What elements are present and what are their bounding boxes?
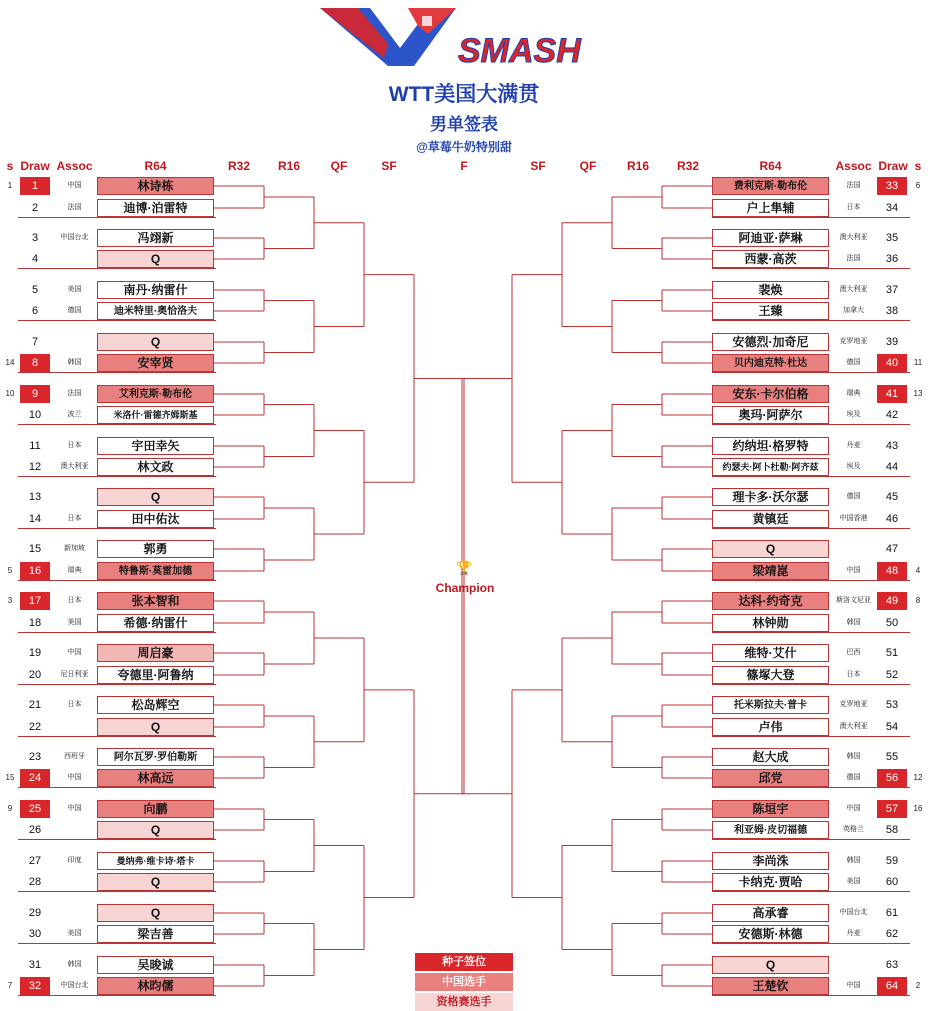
draw-number: 30	[28, 928, 42, 940]
player-name: 艾利克斯·勒布伦	[97, 385, 214, 403]
association: 德国	[846, 493, 861, 500]
row-divider	[18, 943, 216, 944]
association: 韩国	[846, 753, 861, 760]
draw-number: 12	[28, 461, 42, 473]
col-header-assoc-right: Assoc	[835, 159, 872, 173]
player-name: 裴焕	[712, 281, 829, 299]
row-divider	[18, 995, 216, 996]
association: 中国	[846, 805, 861, 812]
row-divider	[18, 372, 216, 373]
draw-number: 64	[877, 977, 907, 995]
draw-number: 3	[31, 232, 39, 244]
seed-number: 3	[7, 596, 13, 605]
draw-number: 54	[885, 721, 899, 733]
row-divider	[18, 632, 216, 633]
player-name: Q	[712, 956, 829, 974]
draw-number: 43	[885, 440, 899, 452]
row-divider	[712, 995, 910, 996]
player-name: 阿迪亚·萨琳	[712, 229, 829, 247]
association: 英格兰	[843, 826, 864, 833]
draw-number: 8	[20, 354, 50, 372]
association: 丹麦	[846, 930, 861, 937]
draw-number: 58	[885, 824, 899, 836]
col-header-r16-left: R16	[277, 159, 300, 173]
player-name: 林诗栋	[97, 177, 214, 195]
player-name: 理卡多·沃尔瑟	[712, 488, 829, 506]
association: 法国	[846, 255, 861, 262]
svg-text:SMASH: SMASH	[458, 32, 581, 70]
association	[831, 540, 876, 558]
player-name: 赵大成	[712, 748, 829, 766]
association: 埃及	[846, 463, 861, 470]
draw-number: 11	[29, 440, 41, 452]
player-name: 王臻	[712, 302, 829, 320]
player-name: 西蒙·高茨	[712, 250, 829, 268]
seed-number: 4	[915, 566, 921, 575]
association: 中国	[67, 774, 82, 781]
col-header-final: F	[460, 159, 468, 173]
draw-number: 49	[877, 592, 907, 610]
player-name: 安东·卡尔伯格	[712, 385, 829, 403]
col-header-draw-left: Draw	[20, 159, 50, 173]
player-name: Q	[97, 873, 214, 891]
draw-number: 27	[28, 855, 42, 867]
player-name: 迪博·泊雷特	[97, 199, 214, 217]
association: 中国	[67, 182, 82, 189]
draw-number: 55	[885, 751, 899, 763]
association: 法国	[846, 182, 861, 189]
draw-number: 13	[28, 491, 42, 503]
player-name: 米洛什·雷德齐姆斯基	[97, 406, 214, 424]
draw-number: 6	[31, 305, 39, 317]
draw-number: 20	[28, 669, 42, 681]
draw-number: 1	[20, 177, 50, 195]
player-name: 陈垣宇	[712, 800, 829, 818]
draw-number: 37	[885, 284, 899, 296]
seed-number: 2	[915, 981, 921, 990]
player-name: 王楚钦	[712, 977, 829, 995]
association: 美国	[67, 930, 82, 937]
draw-number: 44	[885, 461, 899, 473]
association: 加拿大	[843, 307, 864, 314]
seed-number: 16	[913, 804, 923, 813]
draw-number: 38	[885, 305, 899, 317]
association: 日本	[846, 671, 861, 678]
draw-number: 29	[28, 907, 42, 919]
association: 韩国	[846, 619, 861, 626]
row-divider	[18, 476, 216, 477]
seed-number: 1	[7, 181, 13, 190]
col-header-seed-right: s	[914, 159, 922, 173]
draw-number: 16	[20, 562, 50, 580]
association	[52, 333, 97, 351]
player-name: 安宰贤	[97, 354, 214, 372]
player-name: 约纳坦·格罗特	[712, 437, 829, 455]
association: 中国	[67, 805, 82, 812]
association: 日本	[67, 701, 82, 708]
col-header-sf-left: SF	[381, 159, 397, 173]
draw-number: 31	[28, 959, 42, 971]
player-name: 松岛辉空	[97, 696, 214, 714]
player-name: 达科·约奇克	[712, 592, 829, 610]
draw-number: 62	[885, 928, 899, 940]
row-divider	[18, 268, 216, 269]
draw-number: 47	[885, 543, 899, 555]
col-header-r64-left: R64	[144, 159, 167, 173]
association: 尼日利亚	[60, 671, 89, 678]
association: 韩国	[67, 359, 82, 366]
player-name: 周启豪	[97, 644, 214, 662]
seed-number: 12	[913, 773, 923, 782]
trophy-icon: 🏆	[456, 560, 473, 575]
player-name: 贝内迪克特·杜达	[712, 354, 829, 372]
association: 韩国	[67, 961, 82, 968]
player-name: 向鹏	[97, 800, 214, 818]
player-name: Q	[97, 488, 214, 506]
col-header-r32-right: R32	[676, 159, 699, 173]
seed-number: 5	[7, 566, 13, 575]
draw-number: 26	[28, 824, 42, 836]
association: 法国	[67, 204, 82, 211]
row-divider	[18, 684, 216, 685]
row-divider	[712, 632, 910, 633]
seed-number: 7	[7, 981, 13, 990]
champion-label: Champion	[435, 581, 495, 595]
draw-number: 25	[20, 800, 50, 818]
association: 日本	[67, 515, 82, 522]
col-header-sf-right: SF	[530, 159, 546, 173]
association: 巴西	[846, 649, 861, 656]
draw-number: 63	[885, 959, 899, 971]
col-header-r64-right: R64	[759, 159, 782, 173]
draw-number: 15	[28, 543, 42, 555]
player-name: 林高远	[97, 769, 214, 787]
draw-number: 56	[877, 769, 907, 787]
page-subtitle: 男单签表	[430, 115, 498, 134]
association: 波兰	[67, 411, 82, 418]
association	[831, 956, 876, 974]
author-credit: @草莓牛奶特别甜	[416, 140, 512, 154]
legend-china: 中国选手	[415, 973, 513, 991]
player-name: 曼纳弗·维卡诗·塔卡	[97, 852, 214, 870]
player-name: 安德斯·林德	[712, 925, 829, 943]
row-divider	[712, 580, 910, 581]
draw-number: 48	[877, 562, 907, 580]
association: 斯洛文尼亚	[836, 597, 871, 604]
draw-number: 36	[885, 253, 899, 265]
col-header-assoc-left: Assoc	[56, 159, 93, 173]
draw-number: 42	[885, 409, 899, 421]
player-name: 梁靖崑	[712, 562, 829, 580]
player-name: 田中佑汰	[97, 510, 214, 528]
row-divider	[712, 320, 910, 321]
seed-number: 8	[915, 596, 921, 605]
draw-number: 7	[31, 336, 39, 348]
player-name: 户上隼辅	[712, 199, 829, 217]
seed-number: 6	[915, 181, 921, 190]
player-name: 奥玛·阿萨尔	[712, 406, 829, 424]
row-divider	[18, 424, 216, 425]
association: 美国	[67, 286, 82, 293]
association: 新加坡	[64, 545, 85, 552]
association: 瑞典	[67, 567, 82, 574]
col-header-qf-right: QF	[579, 159, 597, 173]
seed-number: 9	[7, 804, 13, 813]
association: 丹麦	[846, 442, 861, 449]
draw-number: 28	[28, 876, 42, 888]
association: 中国	[67, 649, 82, 656]
association: 克罗地亚	[839, 701, 868, 708]
row-divider	[712, 476, 910, 477]
col-header-seed-left: s	[6, 159, 14, 173]
draw-number: 2	[31, 202, 39, 214]
player-name: 郭勇	[97, 540, 214, 558]
player-name: 费利克斯·勒布伦	[712, 177, 829, 195]
player-name: 南丹·纳雷什	[97, 281, 214, 299]
association: 瑞典	[846, 390, 861, 397]
association: 克罗地亚	[839, 338, 868, 345]
row-divider	[712, 528, 910, 529]
seed-number: 13	[913, 389, 923, 398]
player-name: 吴晙诚	[97, 956, 214, 974]
draw-number: 24	[20, 769, 50, 787]
row-divider	[712, 684, 910, 685]
player-name: 迪米特里·奥恰洛夫	[97, 302, 214, 320]
association: 澳大利亚	[839, 234, 868, 241]
association: 中国台北	[60, 982, 89, 989]
draw-number: 4	[31, 253, 39, 265]
row-divider	[712, 891, 910, 892]
row-divider	[18, 891, 216, 892]
association: 中国香港	[839, 515, 868, 522]
draw-number: 19	[28, 647, 42, 659]
association: 日本	[67, 597, 82, 604]
association: 日本	[846, 204, 861, 211]
row-divider	[18, 736, 216, 737]
association: 澳大利亚	[839, 286, 868, 293]
player-name: 特鲁斯·莫雷加德	[97, 562, 214, 580]
col-header-qf-left: QF	[330, 159, 348, 173]
draw-number: 59	[885, 855, 899, 867]
player-name: 篠塚大登	[712, 666, 829, 684]
seed-number: 11	[913, 358, 923, 367]
player-name: 卡纳克·贾哈	[712, 873, 829, 891]
association: 澳大利亚	[60, 463, 89, 470]
association	[52, 488, 97, 506]
seed-number: 15	[5, 773, 15, 782]
draw-number: 10	[28, 409, 42, 421]
association: 印度	[67, 857, 82, 864]
association: 中国	[846, 567, 861, 574]
draw-number: 22	[28, 721, 42, 733]
legend-seed: 种子签位	[415, 953, 513, 971]
row-divider	[712, 736, 910, 737]
draw-number: 50	[885, 617, 899, 629]
draw-number: 18	[28, 617, 42, 629]
draw-number: 46	[885, 513, 899, 525]
draw-number: 14	[28, 513, 42, 525]
association	[52, 873, 97, 891]
draw-number: 9	[20, 385, 50, 403]
player-name: 冯翊新	[97, 229, 214, 247]
player-name: 卢伟	[712, 718, 829, 736]
draw-number: 52	[885, 669, 899, 681]
player-name: 张本智和	[97, 592, 214, 610]
legend-qualifier: 资格赛选手	[415, 993, 513, 1011]
player-name: 夸德里·阿鲁纳	[97, 666, 214, 684]
player-name: 邱党	[712, 769, 829, 787]
draw-number: 35	[885, 232, 899, 244]
draw-number: 61	[885, 907, 899, 919]
draw-number: 32	[20, 977, 50, 995]
player-name: 李尚洙	[712, 852, 829, 870]
player-name: Q	[97, 821, 214, 839]
row-divider	[18, 839, 216, 840]
player-name: 约瑟夫·阿卜杜勒·阿齐兹	[712, 458, 829, 476]
player-name: 林钟勋	[712, 614, 829, 632]
draw-number: 33	[877, 177, 907, 195]
association: 中国台北	[60, 234, 89, 241]
association: 韩国	[846, 857, 861, 864]
row-divider	[712, 943, 910, 944]
association	[52, 250, 97, 268]
association: 美国	[846, 878, 861, 885]
row-divider	[712, 424, 910, 425]
row-divider	[712, 372, 910, 373]
player-name: 宇田幸矢	[97, 437, 214, 455]
draw-number: 21	[28, 699, 42, 711]
association: 法国	[67, 390, 82, 397]
association: 德国	[67, 307, 82, 314]
row-divider	[18, 787, 216, 788]
draw-number: 17	[20, 592, 50, 610]
player-name: 安德烈·加奇尼	[712, 333, 829, 351]
draw-number: 23	[28, 751, 42, 763]
col-header-draw-right: Draw	[878, 159, 908, 173]
seed-number: 10	[5, 389, 15, 398]
draw-number: 41	[877, 385, 907, 403]
row-divider	[712, 787, 910, 788]
row-divider	[18, 580, 216, 581]
association: 中国	[846, 982, 861, 989]
row-divider	[18, 217, 216, 218]
association	[52, 718, 97, 736]
player-name: 梁吉善	[97, 925, 214, 943]
row-divider	[18, 320, 216, 321]
row-divider	[18, 528, 216, 529]
player-name: Q	[97, 250, 214, 268]
draw-number: 53	[885, 699, 899, 711]
page-title: WTT美国大满贯	[388, 83, 540, 106]
draw-number: 5	[31, 284, 39, 296]
association: 德国	[846, 774, 861, 781]
player-name: 林文政	[97, 458, 214, 476]
row-divider	[712, 839, 910, 840]
player-name: 林昀儒	[97, 977, 214, 995]
row-divider	[712, 268, 910, 269]
association: 中国台北	[839, 909, 868, 916]
player-name: Q	[712, 540, 829, 558]
draw-number: 45	[885, 491, 899, 503]
player-name: 阿尔瓦罗·罗伯勒斯	[97, 748, 214, 766]
association: 日本	[67, 442, 82, 449]
draw-number: 57	[877, 800, 907, 818]
association: 美国	[67, 619, 82, 626]
draw-number: 39	[885, 336, 899, 348]
player-name: 希德·纳雷什	[97, 614, 214, 632]
col-header-r32-left: R32	[227, 159, 250, 173]
association: 埃及	[846, 411, 861, 418]
association: 澳大利亚	[839, 723, 868, 730]
draw-number: 51	[885, 647, 899, 659]
player-name: Q	[97, 718, 214, 736]
player-name: 维特·艾什	[712, 644, 829, 662]
seed-number: 14	[5, 358, 15, 367]
association	[52, 821, 97, 839]
draw-number: 60	[885, 876, 899, 888]
association	[52, 904, 97, 922]
player-name: 利亚姆·皮切福德	[712, 821, 829, 839]
row-divider	[712, 217, 910, 218]
draw-number: 40	[877, 354, 907, 372]
player-name: 高承睿	[712, 904, 829, 922]
draw-number: 34	[885, 202, 899, 214]
association: 德国	[846, 359, 861, 366]
player-name: 托米斯拉夫·普卡	[712, 696, 829, 714]
association: 西班牙	[64, 753, 85, 760]
player-name: Q	[97, 333, 214, 351]
col-header-r16-right: R16	[626, 159, 649, 173]
player-name: Q	[97, 904, 214, 922]
player-name: 黄镇廷	[712, 510, 829, 528]
